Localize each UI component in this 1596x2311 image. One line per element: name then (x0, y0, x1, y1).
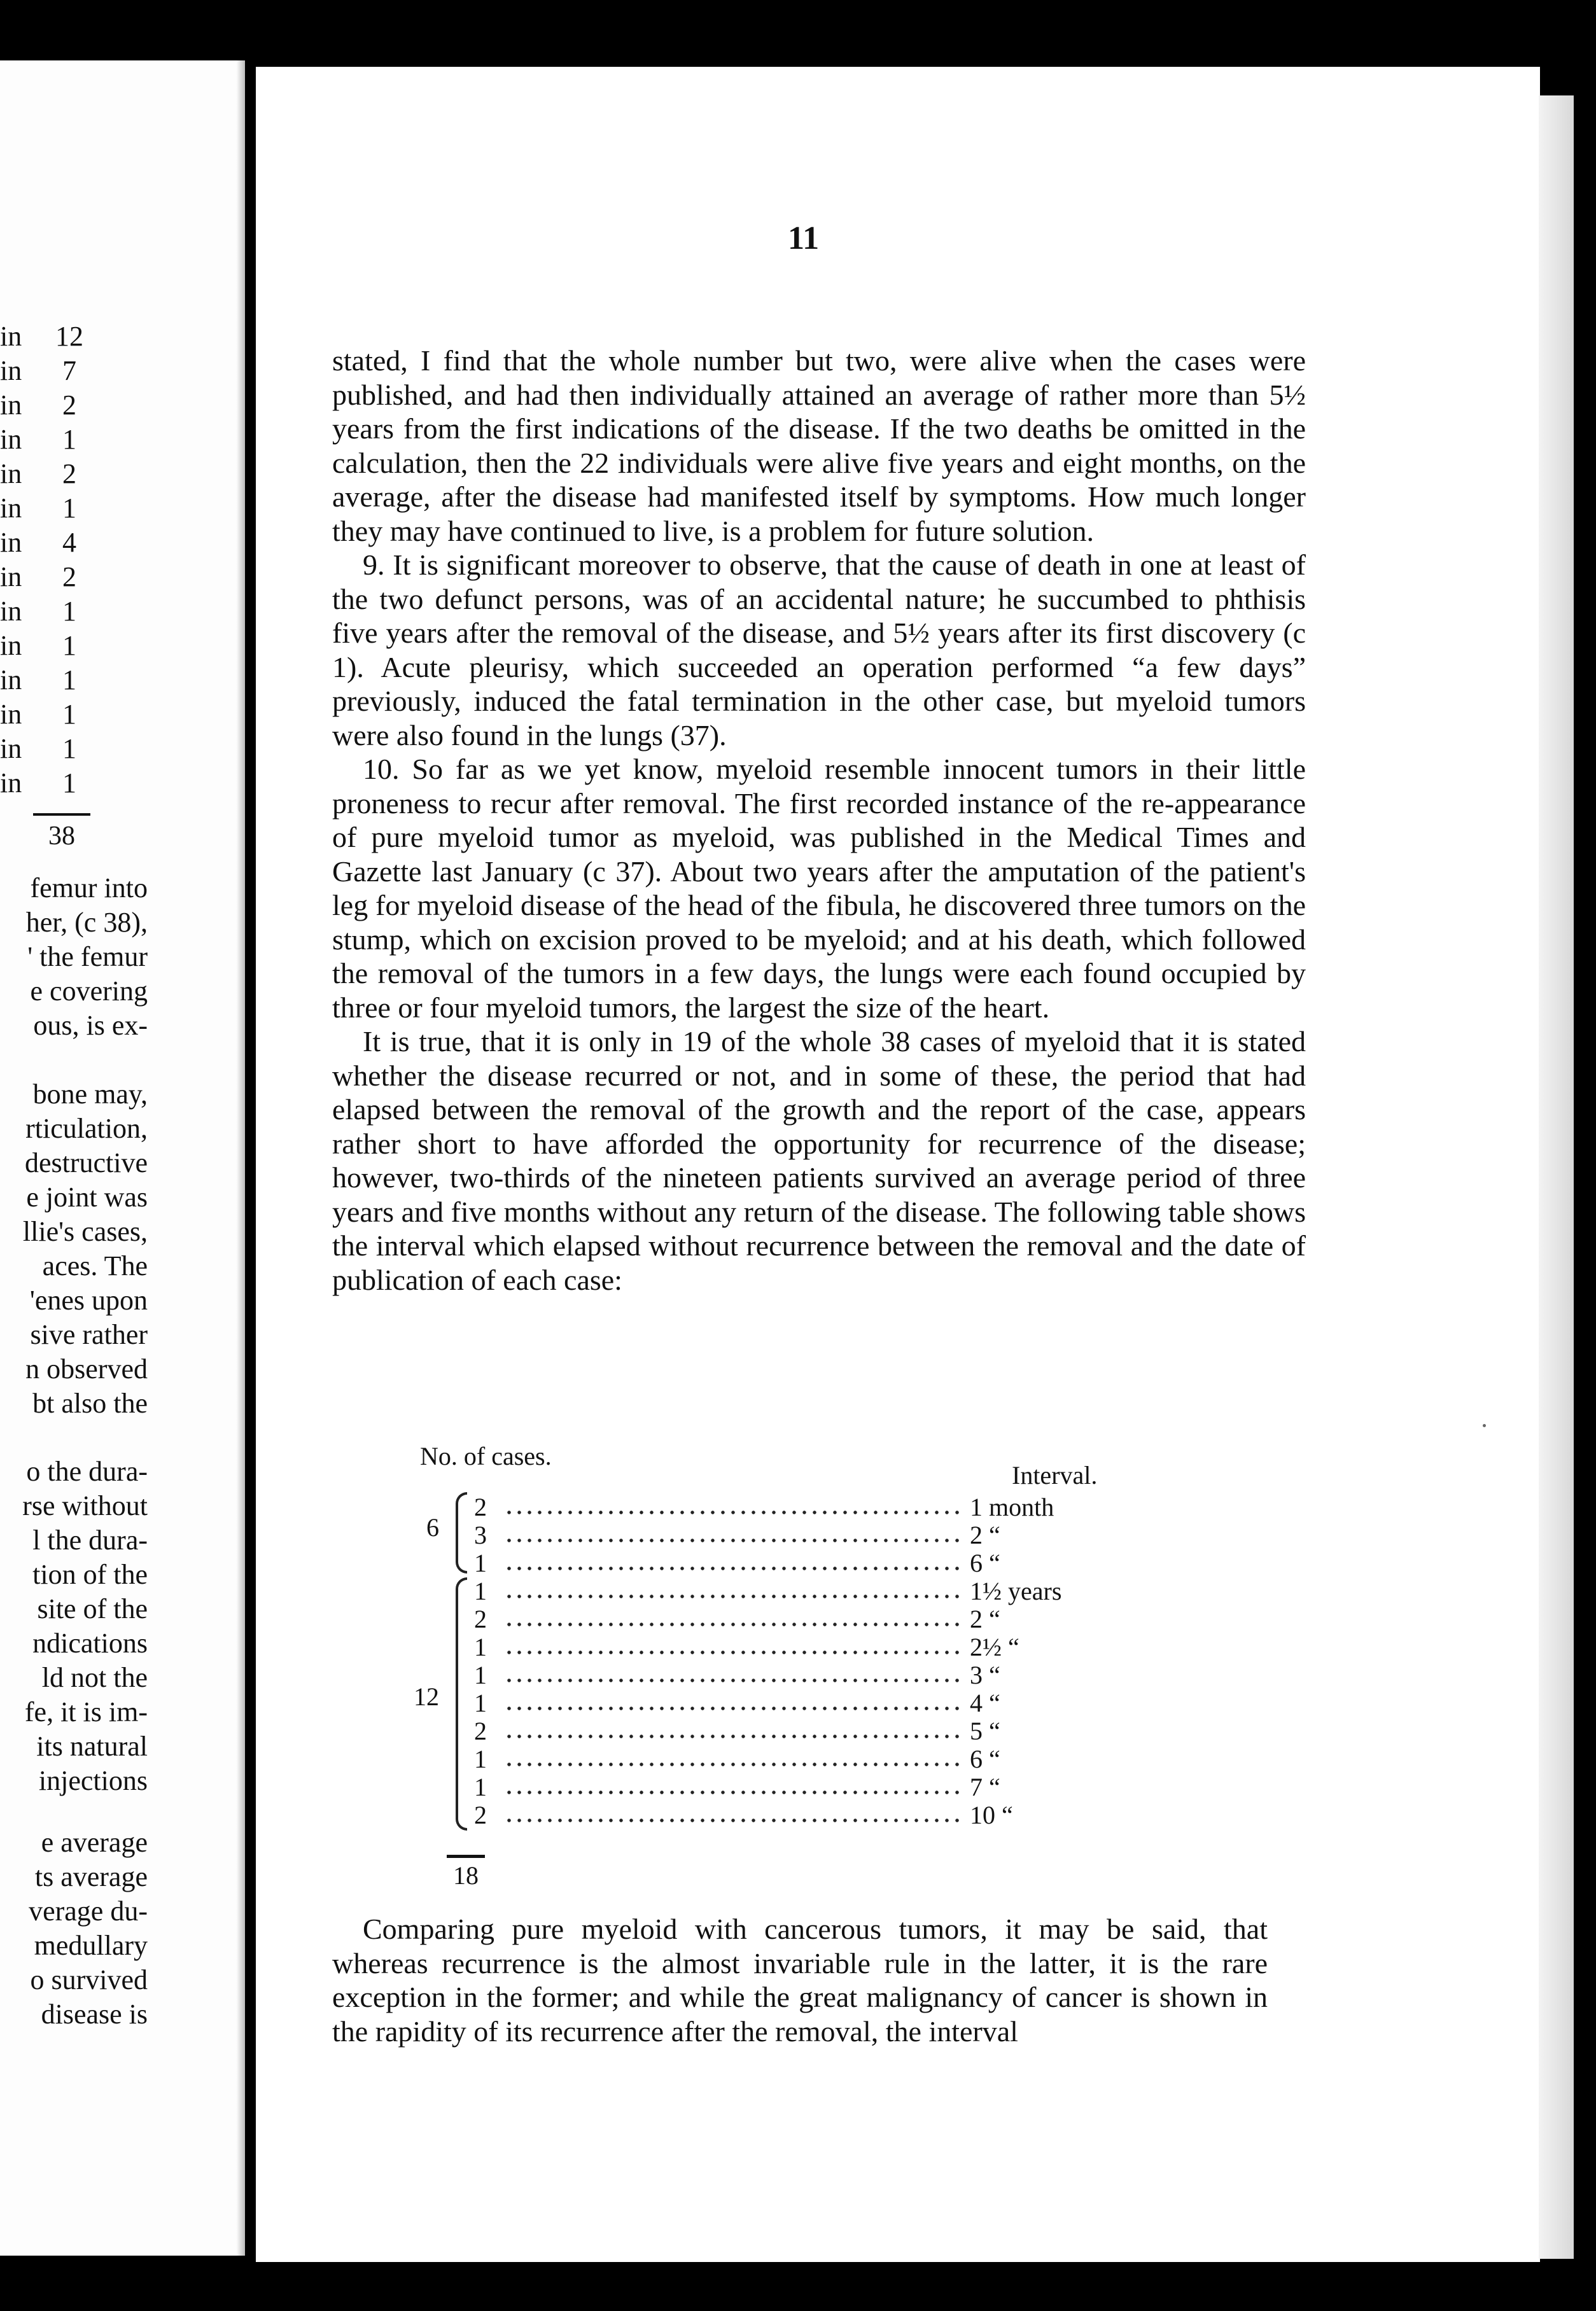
left-list-number: 1 (62, 767, 76, 799)
left-text-line: sive rather (30, 1319, 148, 1350)
left-text-line: disease is (41, 1999, 148, 2030)
page-edge (1539, 95, 1574, 2259)
left-text-line: ' the femur (27, 941, 148, 972)
interval-value: 6 “ (970, 1549, 1000, 1577)
left-list-number: 2 (62, 389, 76, 421)
interval-value: 2 “ (970, 1521, 1000, 1549)
left-text-line: o survived (30, 1964, 148, 1995)
left-text-line: destructive (24, 1147, 148, 1178)
interval-value: 1½ years (970, 1577, 1062, 1605)
left-list-number: 1 (62, 492, 76, 524)
left-list-word: in (0, 492, 22, 524)
scan-speck (1483, 1424, 1486, 1427)
dot-leader (504, 1577, 962, 1605)
dot-leader (504, 1689, 962, 1717)
left-list-row (0, 526, 84, 561)
dot-leader (504, 1717, 962, 1745)
left-list-number: 1 (62, 630, 76, 661)
table-row (465, 1577, 1171, 1605)
left-list-row (0, 457, 84, 492)
left-list-word: in (0, 458, 22, 489)
left-text-line: site of the (37, 1593, 148, 1624)
interval-value: 2½ “ (970, 1633, 1019, 1661)
paragraph: 9. It is significant moreover to observe, that the cause of death in one at least of the two defunct persons, was of an accidental nature; he succumbed to phthisis five years after the removal of the disease, and 5½ years after its first discovery (c 1). Acute pleurisy, which succeeded an operation performed “a few days” previously, induced the fatal termination in the other case, but myeloid tumors were also found in the lungs (37). (332, 548, 1306, 751)
left-list-row (0, 767, 84, 801)
left-text-line: e covering (30, 975, 148, 1007)
interval-value: 5 “ (970, 1717, 1000, 1745)
dot-leader (504, 1493, 962, 1521)
case-count: 2 (474, 1801, 487, 1829)
left-text-line: ld not the (41, 1662, 148, 1693)
left-text-line: ts average (34, 1861, 148, 1892)
left-list-row (0, 320, 84, 354)
table-row (465, 1605, 1171, 1633)
left-list (0, 320, 84, 801)
group-total-a: 6 (426, 1513, 439, 1542)
left-list-word: in (0, 767, 22, 799)
page-number: 11 (788, 220, 820, 256)
interval-value: 10 “ (970, 1801, 1013, 1829)
left-list-total: 38 (33, 813, 90, 853)
left-text-line: medullary (34, 1930, 148, 1961)
left-list-number: 2 (62, 561, 76, 592)
table-header-cases: No. of cases. (420, 1442, 552, 1470)
recurrence-table (407, 1441, 1158, 1890)
left-list-row (0, 423, 84, 457)
case-count: 1 (474, 1577, 487, 1605)
left-list-row (0, 664, 84, 698)
table-sum: 18 (447, 1855, 485, 1890)
left-list-number: 1 (62, 596, 76, 627)
interval-value: 1 month (970, 1493, 1054, 1521)
left-list-row (0, 732, 84, 767)
left-list-word: in (0, 733, 22, 764)
dot-leader (504, 1745, 962, 1773)
paragraph: It is true, that it is only in 19 of the whole 38 cases of myeloid that it is stated whether the disease recurred or not, and in some of these, the period that had elapsed between the removal of the growth and the report of the case, appears rather short to have afforded the opportunity for recurrence of the disease; however, two-thirds of the nineteen patients survived an average period of three years and five months without any return of the disease. The following table shows the interval which elapsed without recurrence between the removal and the date of publication of each case: (332, 1025, 1306, 1296)
left-list-number: 1 (62, 664, 76, 695)
dot-leader (504, 1605, 962, 1633)
left-list-word: in (0, 355, 22, 386)
left-list-word: in (0, 596, 22, 627)
interval-value: 4 “ (970, 1689, 1000, 1717)
left-text-line: llie's cases, (22, 1216, 148, 1247)
left-list-row (0, 561, 84, 595)
left-list-number: 7 (62, 355, 76, 386)
left-text-block-b (0, 1078, 148, 1421)
table-row (465, 1549, 1171, 1577)
left-list-word: in (0, 527, 22, 558)
left-text-line: verage du- (29, 1896, 148, 1927)
dot-leader (504, 1773, 962, 1801)
interval-value: 7 “ (970, 1773, 1000, 1801)
left-list-row (0, 629, 84, 664)
left-text-line: l the dura- (32, 1525, 148, 1556)
dot-leader (504, 1633, 962, 1661)
table-row (465, 1633, 1171, 1661)
left-list-row (0, 595, 84, 629)
case-count: 2 (474, 1717, 487, 1745)
case-count: 1 (474, 1689, 487, 1717)
left-text-line: ndications (32, 1628, 148, 1659)
left-list-row (0, 698, 84, 732)
table-row (465, 1521, 1171, 1549)
left-text-line: e average (41, 1827, 148, 1858)
left-list-word: in (0, 630, 22, 661)
case-count: 1 (474, 1773, 487, 1801)
paragraph: stated, I find that the whole number but two, were alive when the cases were published, and had then individually attained an average of rather more than 5½ years from the first indications of the disease. If the two deaths be omitted in the calculation, then the 22 individuals were alive five years and eight months, on the average, after the disease had manifested itself by symptoms. How much longer they may have continued to live, is a problem for future solution. (332, 344, 1306, 547)
left-list-number: 1 (62, 424, 76, 455)
left-text-block-d (0, 1826, 148, 2032)
left-list-word: in (0, 664, 22, 695)
table-row (465, 1493, 1171, 1521)
dot-leader (504, 1661, 962, 1689)
table-row (465, 1773, 1171, 1801)
left-text-block-a (0, 872, 148, 1044)
body-text (332, 344, 1306, 1297)
interval-value: 2 “ (970, 1605, 1000, 1633)
table-row (465, 1717, 1171, 1745)
dot-leader (504, 1521, 962, 1549)
table-row (465, 1689, 1171, 1717)
table-row (465, 1801, 1171, 1829)
left-list-number: 12 (55, 321, 83, 352)
left-list-number: 4 (62, 527, 76, 558)
left-list-word: in (0, 699, 22, 730)
paragraph: 10. So far as we yet know, myeloid resemble innocent tumors in their little proneness to recur after removal. The first recorded instance of the re-appearance of pure myeloid tumor as myeloid, was published in the Medical Times and Gazette last January (c 37). About two years after the amputation of the patient's leg for myeloid disease of the head of the fibula, he discovered three tumors on the stump, which on excision proved to be myeloid; and at his death, which followed the removal of the tumors in a few days, the lungs were each found occupied by three or four myeloid tumors, the largest the size of the heart. (332, 753, 1306, 1024)
left-text-line: e joint was (26, 1182, 148, 1213)
case-count: 1 (474, 1745, 487, 1773)
left-list-row (0, 354, 84, 389)
case-count: 1 (474, 1633, 487, 1661)
closing-paragraph: Comparing pure myeloid with cancerous tumors, it may be said, that whereas recurrence is the almost invariable rule in the latter, it is the rare exception in the former; and while the great malignancy of cancer is shown in the rapidity of its recurrence after the removal, the interval (332, 1913, 1268, 2048)
left-list-number: 2 (62, 458, 76, 489)
left-list-word: in (0, 561, 22, 592)
left-list-word: in (0, 424, 22, 455)
left-text-line: rse without (22, 1490, 148, 1521)
case-count: 1 (474, 1549, 487, 1577)
case-count: 2 (474, 1605, 487, 1633)
table-row (465, 1745, 1171, 1773)
dot-leader (504, 1549, 962, 1577)
interval-value: 6 “ (970, 1745, 1000, 1773)
case-count: 3 (474, 1521, 487, 1549)
table-header-interval: Interval. (1012, 1461, 1098, 1490)
left-text-line: femur into (30, 872, 148, 904)
left-list-row (0, 492, 84, 526)
case-count: 2 (474, 1493, 487, 1521)
left-text-line: tion of the (32, 1559, 148, 1590)
left-list-number: 1 (62, 733, 76, 764)
left-list-row (0, 389, 84, 423)
interval-value: 3 “ (970, 1661, 1000, 1689)
case-count: 1 (474, 1661, 487, 1689)
left-text-line: rticulation, (25, 1113, 148, 1144)
group-total-b: 12 (414, 1682, 439, 1711)
left-text-line: injections (38, 1765, 148, 1796)
left-text-line: her, (c 38), (25, 907, 148, 938)
left-text-line: o the dura- (26, 1456, 148, 1487)
dot-leader (504, 1801, 962, 1829)
left-text-line: bt also the (32, 1388, 148, 1419)
left-text-line: n observed (25, 1353, 148, 1385)
left-text-line: fe, it is im- (24, 1696, 148, 1728)
page-gutter (236, 60, 245, 2256)
table-row (465, 1661, 1171, 1689)
left-list-word: in (0, 389, 22, 421)
left-list-number: 1 (62, 699, 76, 730)
left-text-line: 'enes upon (29, 1285, 148, 1316)
left-text-block-c (0, 1455, 148, 1799)
left-text-line: ous, is ex- (33, 1010, 148, 1041)
left-text-line: aces. The (42, 1250, 148, 1281)
left-text-line: bone may, (32, 1079, 148, 1110)
left-text-line: its natural (36, 1731, 148, 1762)
left-list-word: in (0, 321, 22, 352)
